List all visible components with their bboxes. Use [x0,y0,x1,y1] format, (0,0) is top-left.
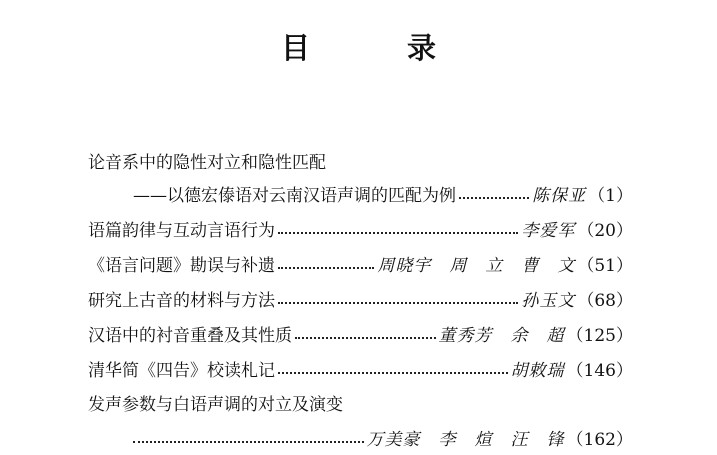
toc-entry [88,356,633,382]
dot-leader [278,232,518,234]
entry-page: （68） [577,291,633,311]
toc-entry [88,321,633,347]
entry-author: 董秀芳 余 超 [438,326,565,346]
entry-author: 陈保亚 [532,186,587,206]
page-title: 目 录 [280,31,470,65]
entry-title: 发声参数与白语声调的对立及演变 [88,395,343,415]
dot-leader [459,197,529,199]
dot-leader [278,302,518,304]
toc-entry [133,425,633,451]
entry-title: 语篇韵律与互动言语行为 [88,221,275,241]
entry-page: （20） [577,221,633,241]
toc-entry [88,251,633,277]
entry-author: 孙玉文 [521,291,576,311]
entry-title: 汉语中的衬音重叠及其性质 [88,326,292,346]
toc-entry [88,148,633,174]
entry-page: （1） [588,186,633,206]
entry-author: 李爱军 [521,221,576,241]
dot-leader [133,441,364,443]
entry-title: 研究上古音的材料与方法 [88,291,275,311]
entry-page: （51） [577,256,633,276]
toc-entry [88,390,633,416]
entry-title: 清华简《四告》校读札记 [88,361,275,381]
entry-author: 周晓宇 周 立 曹 文 [377,256,576,276]
entry-page: （146） [566,361,633,381]
entry-title: 论音系中的隐性对立和隐性匹配 [88,153,326,173]
entry-page: （162） [566,430,633,450]
entry-author: 万美豪 李 煊 汪 锋 [366,430,565,450]
dot-leader [278,267,374,269]
entry-title: 《语言问题》勘误与补遗 [88,256,275,276]
dot-leader [278,372,508,374]
toc-entry [88,286,633,312]
entry-page: （125） [566,326,633,346]
dot-leader [295,337,436,339]
entry-subtitle: ——以德宏傣语对云南汉语声调的匹配为例 [133,186,456,206]
toc-entry [88,216,633,242]
toc-entry [133,181,633,207]
entry-author: 胡敕瑞 [510,361,565,381]
